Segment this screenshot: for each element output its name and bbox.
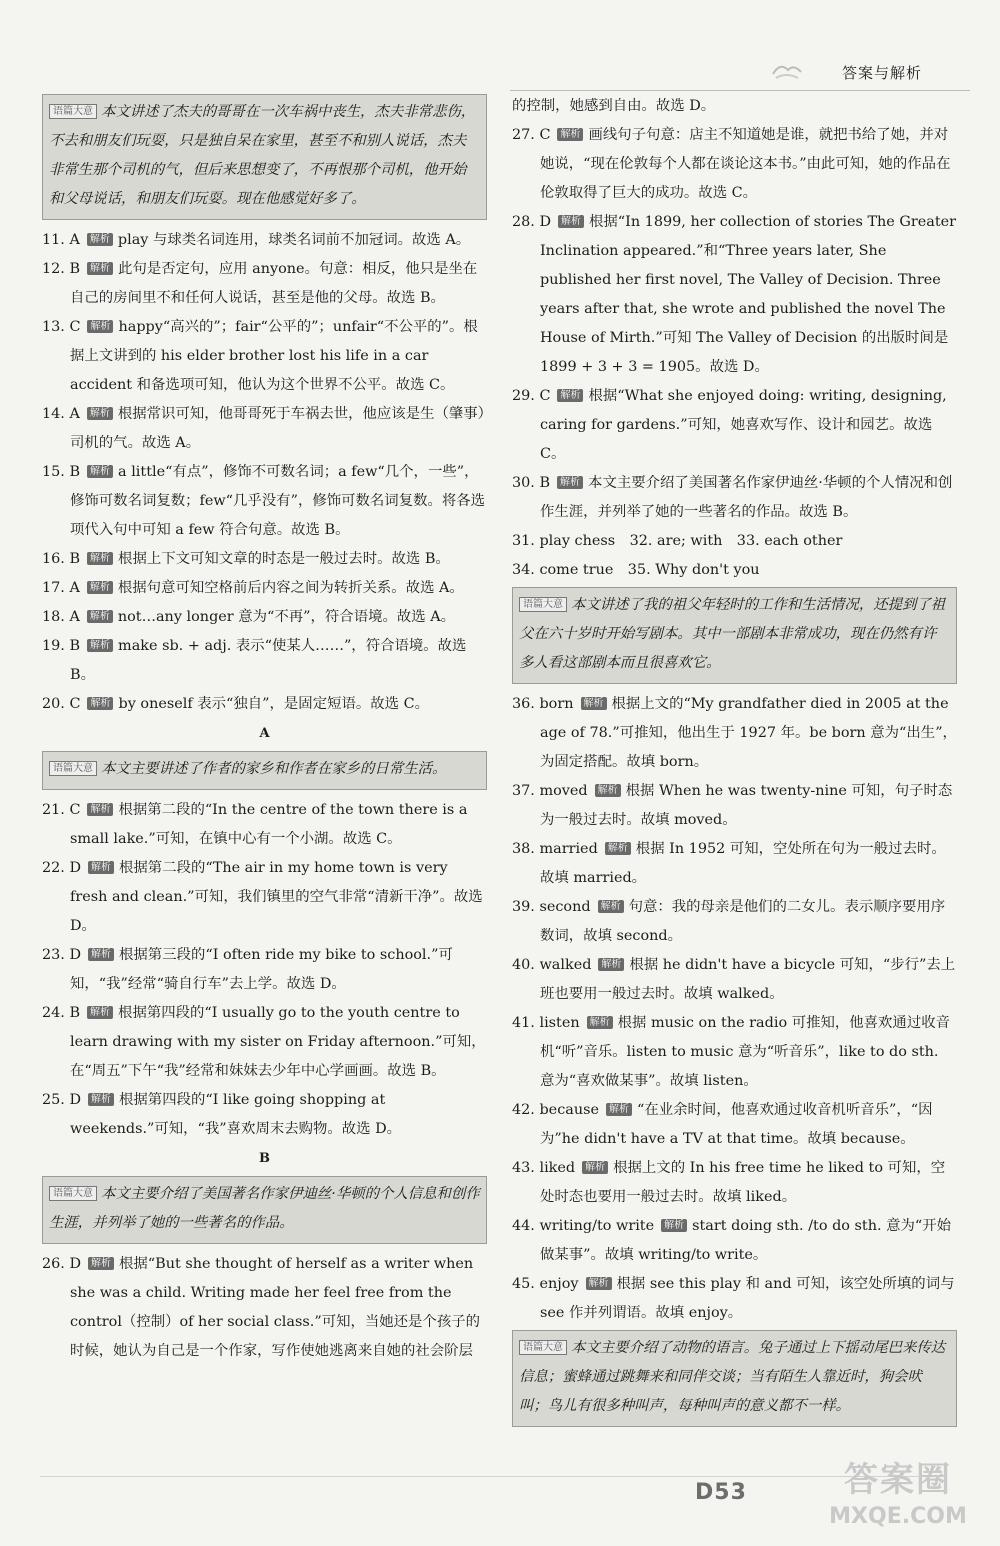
analysis-text: by oneself 表示“独自”，是固定短语。故选 C。	[118, 696, 430, 712]
answer-item	[512, 1270, 957, 1328]
answer-key: D	[69, 860, 82, 876]
analysis-tag: 解析	[605, 842, 631, 855]
analysis-tag: 解析	[606, 1103, 632, 1116]
answer-key: A	[69, 232, 80, 248]
answer-item	[42, 226, 487, 255]
question-number: 43.	[512, 1160, 535, 1176]
question-number: 27.	[512, 127, 535, 143]
question-number: 12.	[42, 261, 65, 277]
answer-list	[512, 690, 957, 1328]
answer-item	[512, 777, 957, 835]
answer-key: enjoy	[539, 1276, 579, 1292]
analysis-tag: 解析	[557, 128, 583, 141]
answer-item	[512, 835, 957, 893]
answer-key: C	[69, 802, 81, 818]
page-number: D53	[695, 1480, 747, 1505]
analysis-text: 根据 he didn't have a bicycle 可知，“步行”去上班也要用一般过去时。故填 walked。	[540, 957, 956, 1002]
question-number: 40.	[512, 957, 535, 973]
question-number: 41.	[512, 1015, 535, 1031]
answer-item	[512, 1212, 957, 1270]
analysis-text: make sb. + adj. 表示“使某人……”，符合语境。故选 B。	[70, 638, 467, 683]
analysis-tag: 解析	[558, 215, 584, 228]
analysis-tag: 解析	[88, 948, 114, 961]
summary-tag: 语篇大意	[49, 104, 97, 119]
answer-key: liked	[539, 1160, 576, 1176]
summary-tag: 语篇大意	[49, 1186, 97, 1201]
analysis-tag: 解析	[581, 697, 607, 710]
answer-item	[42, 690, 487, 719]
answer-key: born	[539, 696, 574, 712]
question-number: 26.	[42, 1256, 65, 1272]
answer-item	[512, 1154, 957, 1212]
answer-key: D	[69, 947, 82, 963]
answer-item	[512, 469, 957, 527]
answer-key: A	[69, 406, 80, 422]
analysis-tag: 解析	[557, 476, 583, 489]
analysis-tag: 解析	[88, 1257, 114, 1270]
fill-answers: 34. come true 35. Why don't you	[512, 562, 760, 578]
analysis-tag: 解析	[87, 697, 113, 710]
answer-item	[512, 893, 957, 951]
analysis-text: 根据 see this play 和 and 可知，该空处所填的词与 see 作并列谓语。故填 enjoy。	[540, 1276, 955, 1321]
analysis-tag: 解析	[87, 407, 113, 420]
answer-list	[42, 226, 487, 719]
section-heading: A	[259, 726, 270, 741]
answer-key: married	[539, 841, 598, 857]
right-column	[512, 92, 957, 1433]
question-number: 20.	[42, 696, 65, 712]
summary-box	[42, 751, 487, 790]
answer-key: B	[69, 1005, 81, 1021]
continued-text: 的控制，她感到自由。故选 D。	[512, 98, 716, 114]
answer-item	[42, 632, 487, 690]
question-number: 30.	[512, 475, 535, 491]
section-heading: B	[259, 1151, 270, 1166]
analysis-text: play 与球类名词连用，球类名词前不加冠词。故选 A。	[117, 232, 471, 248]
question-number: 39.	[512, 899, 535, 915]
analysis-tag: 解析	[87, 803, 113, 816]
answer-item	[42, 999, 487, 1086]
watermark-logo	[808, 1458, 988, 1542]
summary-tag: 语篇大意	[519, 597, 567, 612]
answer-item	[42, 574, 487, 603]
analysis-tag: 解析	[87, 552, 113, 565]
answer-key: writing/to write	[539, 1218, 655, 1234]
summary-box	[42, 1176, 487, 1244]
answer-item	[512, 121, 957, 208]
footer-rule	[40, 1476, 920, 1477]
analysis-text: 根据“In 1899, her collection of stories The Greater Inclination appeared.”和“Three years later, She published her first novel, The Valley of Decision. Three years after that, she wrote and published the novel The House of Mirth.”可知 The Valley of Decision 的出版时间是 1899 + 3 + 3 = 1905。故选 D。	[540, 214, 957, 375]
analysis-tag: 解析	[595, 784, 621, 797]
question-number: 44.	[512, 1218, 535, 1234]
answer-key: A	[69, 609, 80, 625]
answer-key: second	[539, 899, 591, 915]
question-number: 42.	[512, 1102, 535, 1118]
analysis-text: 根据 In 1952 可知，空处所在句为一般过去时。故填 married。	[540, 841, 946, 886]
question-number: 37.	[512, 783, 535, 799]
answer-item	[42, 255, 487, 313]
analysis-tag: 解析	[88, 861, 114, 874]
question-number: 36.	[512, 696, 535, 712]
analysis-text: 根据上文的 In his free time he liked to 可知，空处时态也要用一般过去时。故填 liked。	[540, 1160, 946, 1205]
answer-key: B	[69, 551, 81, 567]
page-header	[770, 60, 970, 86]
answer-item	[42, 854, 487, 941]
analysis-tag: 解析	[598, 900, 624, 913]
analysis-tag: 解析	[587, 1016, 613, 1029]
analysis-text: 此句是否定句，应用 anyone。句意：相反，他只是坐在自己的房间里不和任何人说话，甚至是他的父母。故选 B。	[70, 261, 478, 306]
summary-box	[512, 1330, 957, 1427]
analysis-text: 句意：我的母亲是他们的二女儿。表示顺序要用序数词，故填 second。	[540, 899, 946, 944]
answer-item	[42, 400, 487, 458]
analysis-tag: 解析	[88, 1093, 114, 1106]
analysis-tag: 解析	[586, 1277, 612, 1290]
left-column	[42, 92, 487, 1366]
summary-text: 本文主要讲述了作者的家乡和作者在家乡的日常生活。	[101, 761, 447, 777]
question-number: 16.	[42, 551, 65, 567]
answer-list	[42, 796, 487, 1144]
analysis-tag: 解析	[87, 581, 113, 594]
answer-key: C	[539, 388, 551, 404]
analysis-tag: 解析	[87, 465, 113, 478]
answer-item	[42, 458, 487, 545]
analysis-text: 画线句子句意：店主不知道她是谁，就把书给了她，并对她说，“现在伦敦每个人都在谈论这本书。”由此可知，她的作品在伦敦取得了巨大的成功。故选 C。	[540, 127, 951, 201]
analysis-tag: 解析	[87, 610, 113, 623]
answer-item	[512, 382, 957, 469]
analysis-tag: 解析	[582, 1161, 608, 1174]
analysis-tag: 解析	[661, 1219, 687, 1232]
analysis-tag: 解析	[87, 233, 113, 246]
answer-key: C	[69, 696, 81, 712]
question-number: 21.	[42, 802, 65, 818]
question-number: 17.	[42, 580, 65, 596]
question-number: 18.	[42, 609, 65, 625]
analysis-text: 根据 When he was twenty-nine 可知，句子时态为一般过去时。故填 moved。	[540, 783, 953, 828]
question-number: 22.	[42, 860, 65, 876]
answer-key: C	[69, 319, 81, 335]
analysis-text: 根据常识可知，他哥哥死于车祸去世，他应该是生（肇事）司机的气。故选 A。	[70, 406, 485, 451]
analysis-text: 根据“What she enjoyed doing: writing, designing, caring for gardens.”可知，她喜欢写作、设计和园艺。故选 C。	[540, 388, 947, 462]
answer-item	[512, 1096, 957, 1154]
answer-item	[42, 545, 487, 574]
answer-key: listen	[539, 1015, 580, 1031]
answer-key: because	[539, 1102, 600, 1118]
answer-key: C	[539, 127, 551, 143]
answer-key: D	[69, 1092, 82, 1108]
brand-logo-icon	[770, 60, 804, 84]
analysis-text: 根据第四段的“I usually go to the youth centre to learn drawing with my sister on Friday afternoon.”可知，在“周五”下午“我”经常和妹妹去少年中心学画画。故选 B。	[70, 1005, 486, 1079]
answer-key: B	[69, 638, 81, 654]
analysis-text: 根据“But she thought of herself as a writer when she was a child. Writing made her feel free from the control（控制）of her social class.”可知，当她还是个孩子的时候，她认为自己是一个作家，写作使她逃离来自她的社会阶层	[70, 1256, 480, 1359]
question-number: 45.	[512, 1276, 535, 1292]
answer-item	[42, 603, 487, 632]
question-number: 15.	[42, 464, 65, 480]
answer-item	[42, 941, 487, 999]
summary-box	[512, 587, 957, 684]
answer-item	[42, 313, 487, 400]
analysis-text: 本文主要介绍了美国著名作家伊迪丝·华顿的个人情况和创作生涯，并列举了她的一些著名的作品。故选 B。	[540, 475, 953, 520]
header-rule	[510, 90, 970, 91]
answer-key: D	[539, 214, 552, 230]
analysis-text: 根据上下文可知文章的时态是一般过去时。故选 B。	[118, 551, 450, 567]
answer-key: B	[69, 464, 81, 480]
answer-key: walked	[539, 957, 592, 973]
summary-tag: 语篇大意	[49, 761, 97, 776]
analysis-text: 根据句意可知空格前后内容之间为转折关系。故选 A。	[117, 580, 464, 596]
analysis-tag: 解析	[598, 958, 624, 971]
question-number: 11.	[42, 232, 65, 248]
watermark-url: MXQE.COM	[829, 1504, 967, 1529]
summary-box	[42, 94, 487, 220]
question-number: 28.	[512, 214, 535, 230]
watermark-text: 答案圈	[844, 1460, 952, 1500]
analysis-text: 根据第二段的“The air in my home town is very fresh and clean.”可知，我们镇里的空气非常“清新干净”。故选 D。	[70, 860, 483, 934]
answer-key: B	[539, 475, 551, 491]
answer-key: moved	[539, 783, 588, 799]
analysis-text: not…any longer 意为“不再”，符合语境。故选 A。	[117, 609, 456, 625]
analysis-text: start doing sth. /to do sth. 意为“开始做某事”。故填 writing/to write。	[540, 1218, 952, 1263]
analysis-text: 根据第三段的“I often ride my bike to school.”可知，“我”经常“骑自行车”去上学。故选 D。	[70, 947, 453, 992]
analysis-tag: 解析	[87, 262, 113, 275]
summary-text: 本文讲述了杰夫的哥哥在一次车祸中丧生，杰夫非常悲伤，不去和朋友们玩耍，只是独自呆在家里，甚至不和别人说话，杰夫非常生那个司机的气，但后来思想变了，不再恨那个司机，他开始和父母说话，和朋友们玩耍。现在他感觉好多了。	[49, 104, 476, 207]
analysis-text: 根据第四段的“I like going shopping at weekends.”可知，“我”喜欢周末去购物。故选 D。	[70, 1092, 402, 1137]
answer-item	[512, 1009, 957, 1096]
summary-text: 本文讲述了我的祖父年轻时的工作和生活情况，还提到了祖父在六十岁时开始写剧本。其中一部剧本非常成功，现在仍然有许多人看这部剧本而且很喜欢它。	[519, 597, 946, 671]
answer-item	[42, 1086, 487, 1144]
answer-item	[512, 951, 957, 1009]
answer-key: A	[69, 580, 80, 596]
question-number: 14.	[42, 406, 65, 422]
question-number: 25.	[42, 1092, 65, 1108]
question-number: 13.	[42, 319, 65, 335]
summary-text: 本文主要介绍了动物的语言。兔子通过上下摇动尾巴来传达信息；蜜蜂通过跳舞来和同伴交谈；当有陌生人靠近时，狗会吠叫；鸟儿有很多种叫声，每种叫声的意义都不一样。	[519, 1340, 946, 1414]
analysis-text: happy“高兴的”；fair“公平的”；unfair“不公平的”。根据上文讲到的 his elder brother lost his life in a car accident 和备选项可知，他认为这个世界不公平。故选 C。	[70, 319, 478, 393]
analysis-text: 根据第二段的“In the centre of the town there is a small lake.”可知，在镇中心有一个小湖。故选 C。	[70, 802, 468, 847]
analysis-text: 根据上文的“My grandfather died in 2005 at the age of 78.”可推知，他出生于 1927 年。be born 意为“出生”，为固定搭配。故填 born。	[540, 696, 957, 770]
answer-item	[42, 1250, 487, 1366]
header-title: 答案与解析	[842, 64, 923, 82]
answer-key: D	[69, 1256, 82, 1272]
summary-tag: 语篇大意	[519, 1340, 567, 1355]
answer-item	[42, 796, 487, 854]
answer-key: B	[69, 261, 81, 277]
analysis-tag: 解析	[87, 639, 113, 652]
analysis-tag: 解析	[87, 320, 113, 333]
answer-list	[42, 1250, 487, 1366]
analysis-text: a little“有点”，修饰不可数名词；a few“几个，一些”，修饰可数名词复数；few“几乎没有”，修饰可数名词复数。将各选项代入句中可知 a few 符合句意。故选 B。	[70, 464, 486, 538]
analysis-tag: 解析	[87, 1006, 113, 1019]
question-number: 23.	[42, 947, 65, 963]
answer-list	[512, 121, 957, 527]
analysis-tag: 解析	[557, 389, 583, 402]
summary-text: 本文主要介绍了美国著名作家伊迪丝·华顿的个人信息和创作生涯，并列举了她的一些著名的作品。	[49, 1186, 480, 1231]
question-number: 29.	[512, 388, 535, 404]
answer-item	[512, 208, 957, 382]
analysis-text: 根据 music on the radio 可推知，他喜欢通过收音机“听”音乐。listen to music 意为“听音乐”，like to do sth. 意为“喜欢做某事”。故填 listen。	[540, 1015, 950, 1089]
question-number: 38.	[512, 841, 535, 857]
analysis-text: “在业余时间，他喜欢通过收音机听音乐”，“因为”he didn't have a TV at that time。故填 because。	[540, 1102, 933, 1147]
question-number: 24.	[42, 1005, 65, 1021]
fill-answers: 31. play chess 32. are; with 33. each other	[512, 533, 843, 549]
answer-item	[512, 690, 957, 777]
question-number: 19.	[42, 638, 65, 654]
